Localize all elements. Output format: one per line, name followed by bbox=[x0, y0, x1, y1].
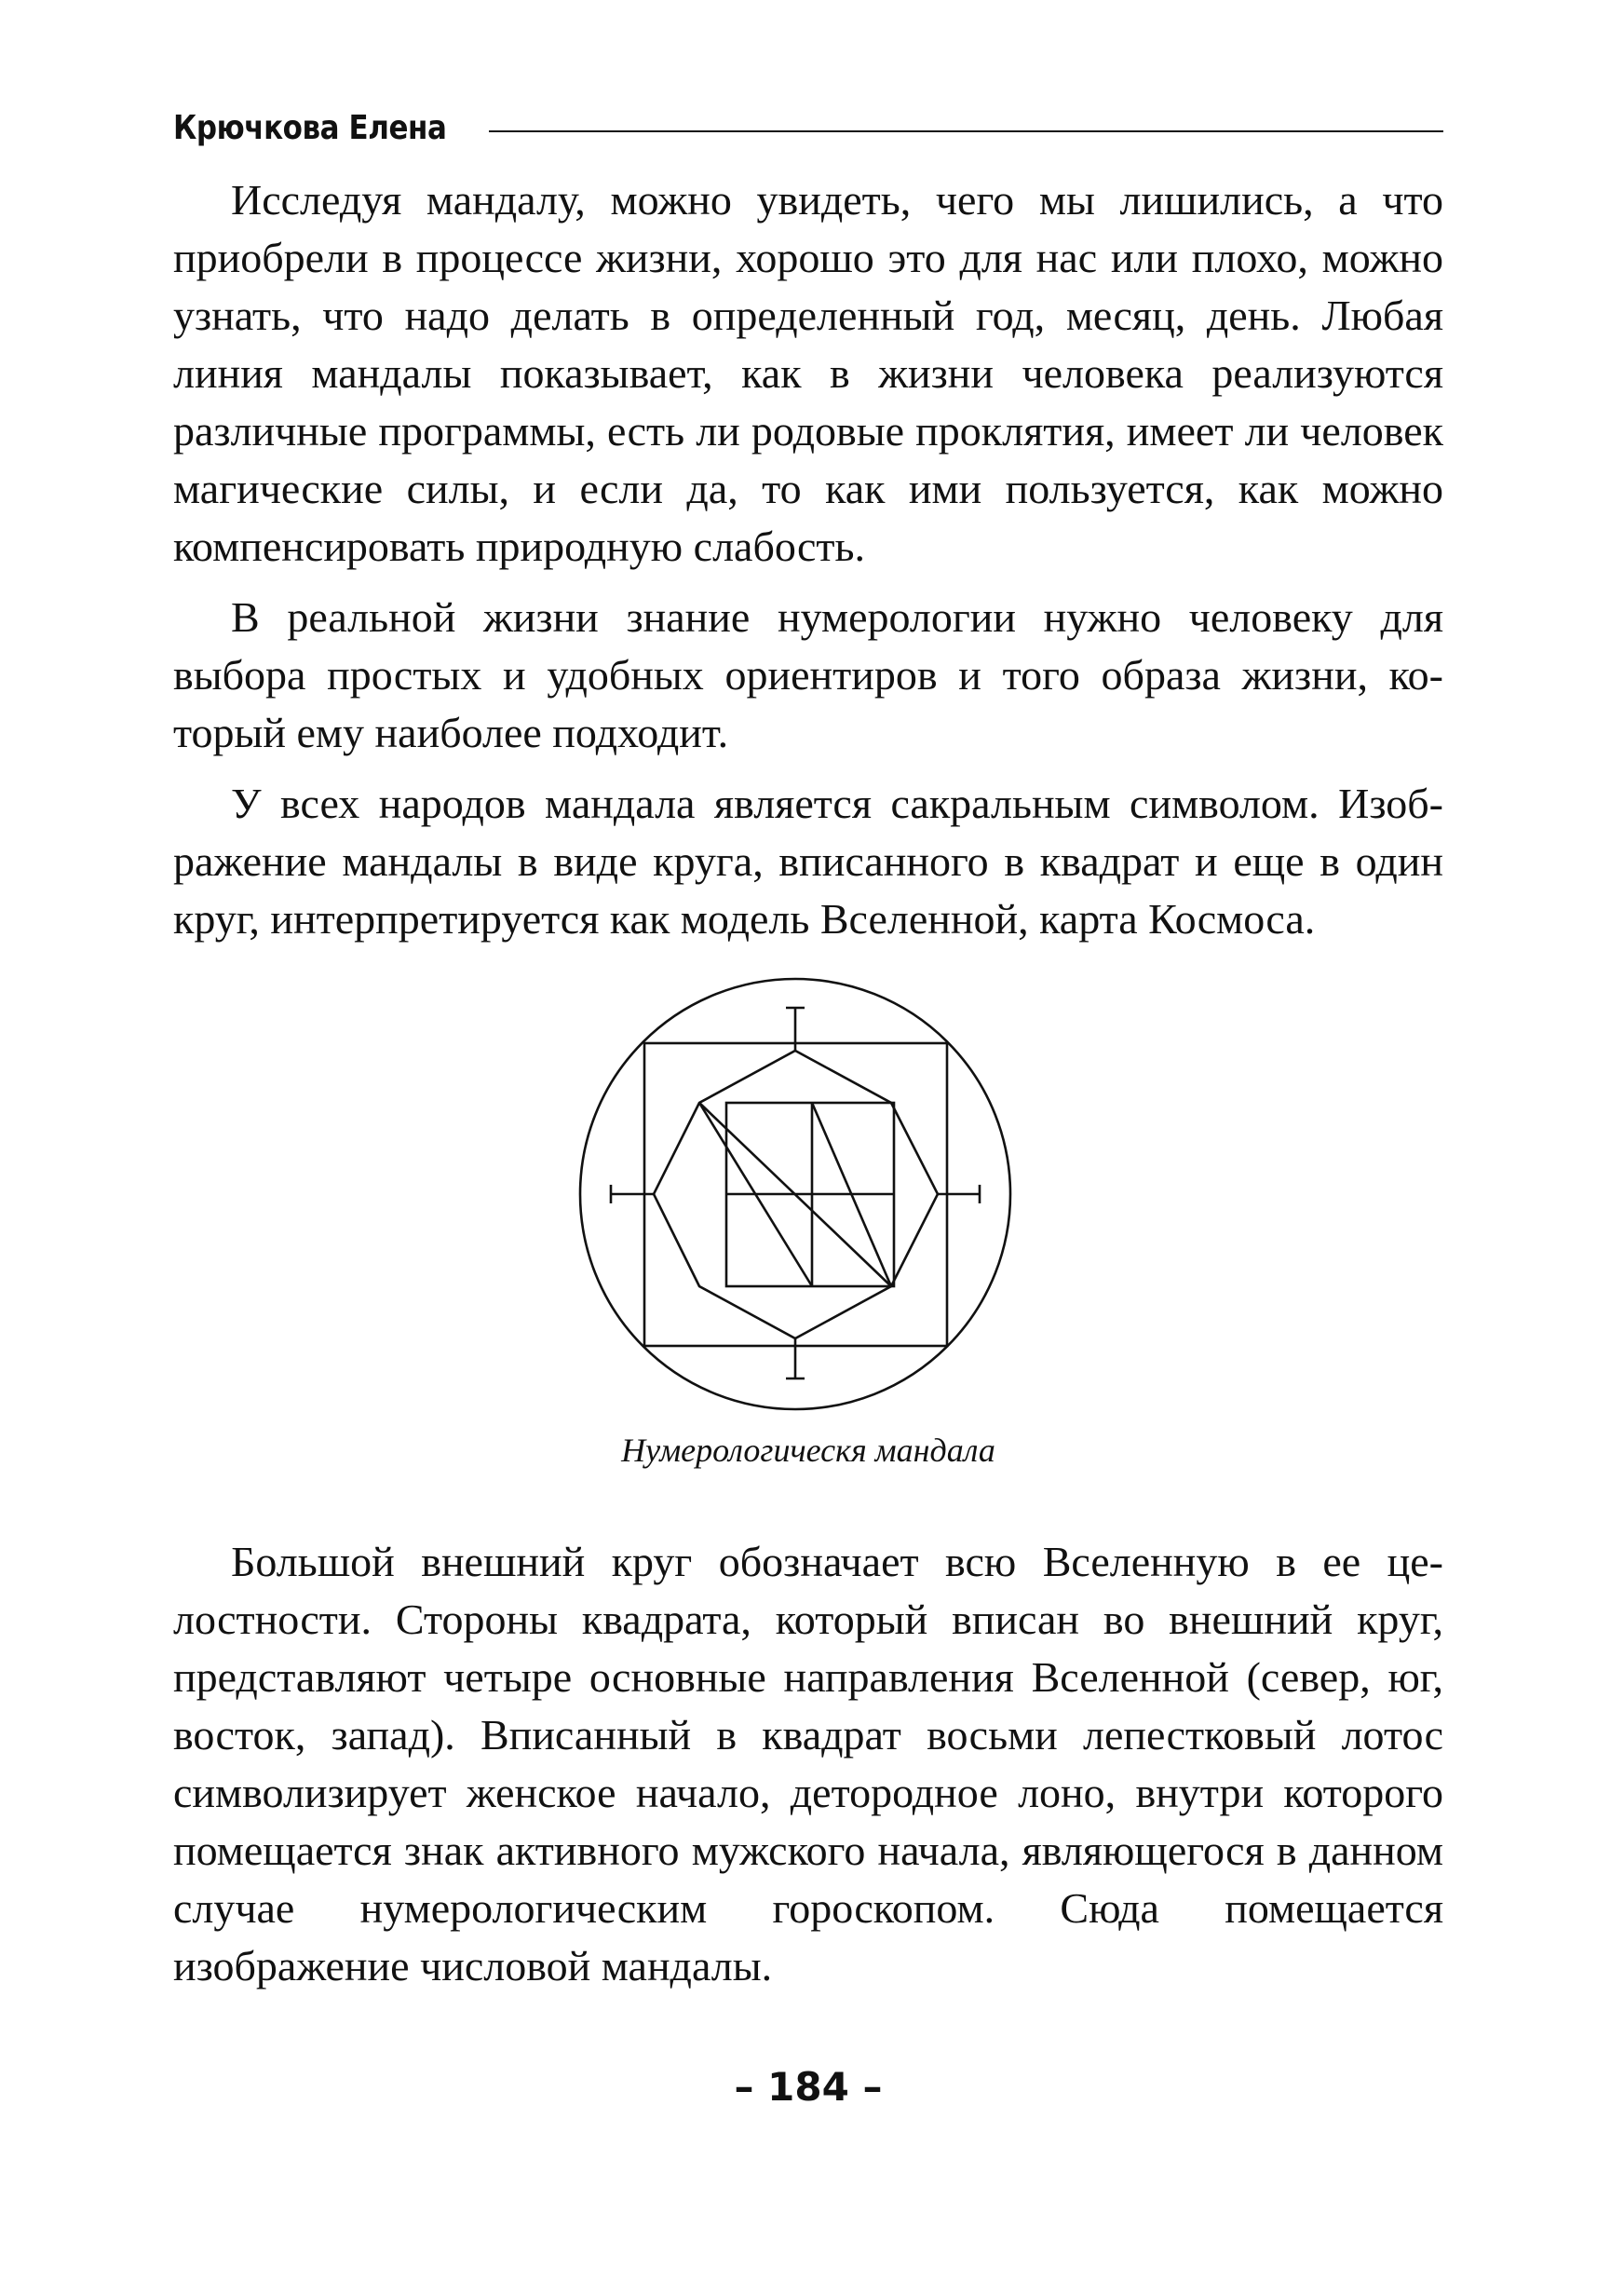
numerology-horoscope-lines bbox=[699, 1103, 894, 1286]
paragraph: У всех народов мандала является сакральным символом. Изображение мандалы в виде круга, вписанного в квадрат и еще в один круг, интерпретируется как модель Вселенной, карта Космоса. bbox=[173, 780, 1443, 943]
figure-caption: Нумерологическя мандала bbox=[621, 1432, 995, 1469]
text-block-upper bbox=[173, 171, 1443, 961]
text-block-lower bbox=[173, 1533, 1443, 2008]
page-number: – 184 – bbox=[734, 2064, 883, 2110]
mandala-figure bbox=[574, 972, 1017, 1416]
mandala-drawing bbox=[574, 972, 1017, 1416]
running-head-rule bbox=[489, 130, 1443, 132]
paragraph: В реальной жизни знание нумерологии нужно человеку для выбора простых и удобных ориентиров и того образа жизни, который ему наиболее подходит. bbox=[173, 593, 1443, 756]
paragraph: Большой внешний круг обозначает всю Вселенную в ее целостности. Стороны квадрата, который вписан во внешний круг, представляют четыре основные направления Вселенной (север, юг, восток, запад). Вписанный в квадрат восьми лепестковый лотос символизирует женское начало, детородное лоно, внутри которого помещается знак активного мужского начала, являющегося в данном случае нумерологическим гороскопом. Сюда помещается изображение числовой мандалы. bbox=[173, 1538, 1443, 1989]
running-head-author: Крючкова Елена bbox=[173, 108, 447, 147]
paragraph: Исследуя мандалу, можно увидеть, чего мы лишились, а что приобрели в процессе жизни, хорошо это для нас или плохо, можно узнать, что надо делать в определенный год, месяц, день. Любая линия мандалы показывает, как в жизни человека реализуются различные программы, есть ли родовые проклятия, имеет ли человек магические силы, и если да, то как ими пользуется, как можно компенсировать природную слабость. bbox=[173, 176, 1443, 570]
running-head bbox=[173, 104, 1443, 151]
